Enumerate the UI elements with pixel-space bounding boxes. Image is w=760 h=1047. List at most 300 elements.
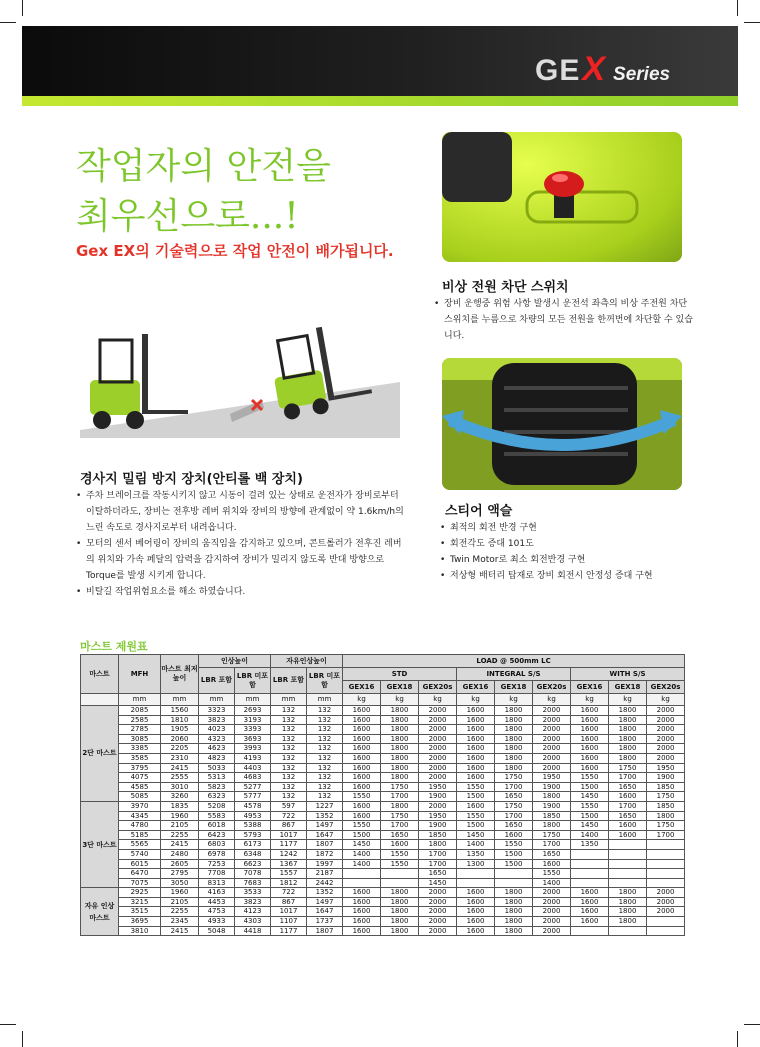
table-cell: 5185 [119, 830, 161, 840]
forklift-icon [90, 334, 188, 429]
table-cell: 1550 [457, 811, 495, 821]
table-cell: 1700 [419, 859, 457, 869]
table-cell: 1800 [381, 725, 419, 735]
table-cell: 1800 [381, 907, 419, 917]
table-cell: 2255 [161, 907, 199, 917]
table-cell: 1700 [419, 849, 457, 859]
table-cell: 4418 [235, 926, 271, 936]
mast-group-label: 2단 마스트 [81, 706, 119, 802]
col-with-ss: WITH S/S [571, 668, 685, 681]
table-cell: 1500 [495, 859, 533, 869]
table-cell: 2000 [419, 763, 457, 773]
table-cell: 4953 [235, 811, 271, 821]
bullet-item: • 최적의 회전 반경 구현 [440, 520, 700, 536]
table-cell: 1557 [271, 869, 307, 879]
table-cell: 4193 [235, 753, 271, 763]
table-cell: 1600 [571, 897, 609, 907]
table-cell: 1960 [161, 888, 199, 898]
table-cell: 5793 [235, 830, 271, 840]
table-cell: 2000 [533, 725, 571, 735]
table-cell: 1650 [609, 811, 647, 821]
table-cell: 2000 [419, 734, 457, 744]
table-cell: 1807 [307, 840, 343, 850]
bullet-item: • Twin Motor로 최소 회전반경 구현 [440, 552, 700, 568]
table-cell: 4823 [199, 753, 235, 763]
table-cell: 1900 [647, 773, 685, 783]
table-cell: 5583 [199, 811, 235, 821]
table-cell [609, 859, 647, 869]
table-cell: 4753 [199, 907, 235, 917]
table-row [81, 773, 685, 783]
table-cell [571, 926, 609, 936]
table-cell [343, 869, 381, 879]
table-cell [571, 859, 609, 869]
table-cell: 1950 [647, 763, 685, 773]
table-cell: 5048 [199, 926, 235, 936]
table-cell: 2000 [419, 897, 457, 907]
table-cell: 132 [271, 744, 307, 754]
table-cell: 2415 [161, 763, 199, 773]
table-cell: 1950 [419, 782, 457, 792]
table-row [81, 763, 685, 773]
units-cell: mm [119, 694, 161, 706]
col-load: LOAD @ 500mm LC [343, 655, 685, 668]
table-cell: 1550 [381, 859, 419, 869]
table-cell: 1800 [495, 744, 533, 754]
crop-mark [744, 22, 760, 23]
table-cell: 1800 [609, 734, 647, 744]
table-cell: 1800 [381, 734, 419, 744]
table-cell: 2085 [119, 706, 161, 716]
table-cell: 2255 [161, 830, 199, 840]
table-cell: 132 [271, 715, 307, 725]
emergency-button-icon [442, 132, 682, 262]
table-cell: 2000 [533, 753, 571, 763]
table-cell: 1700 [495, 782, 533, 792]
table-cell: 1550 [571, 773, 609, 783]
table-cell: 2000 [533, 734, 571, 744]
table-cell: 1800 [381, 926, 419, 936]
table-cell: 2000 [419, 773, 457, 783]
table-cell: 132 [271, 734, 307, 744]
table-cell: 6470 [119, 869, 161, 879]
table-cell [571, 849, 609, 859]
table-row [81, 878, 685, 888]
table-cell: 1550 [381, 849, 419, 859]
crop-mark [22, 0, 23, 16]
table-cell: 132 [271, 753, 307, 763]
table-cell: 2105 [161, 821, 199, 831]
table-cell: 1850 [647, 782, 685, 792]
table-row [81, 840, 685, 850]
table-cell: 1800 [381, 773, 419, 783]
bullet-item: • 비탈길 작업위험요소를 해소 하였습니다. [76, 584, 406, 600]
units-cell: kg [495, 694, 533, 706]
table-cell: 3970 [119, 801, 161, 811]
table-cell: 5313 [199, 773, 235, 783]
col-std: STD [343, 668, 457, 681]
table-cell: 132 [307, 792, 343, 802]
table-cell: 1560 [161, 706, 199, 716]
table-cell: 5565 [119, 840, 161, 850]
table-cell: 1107 [271, 917, 307, 927]
table-row [81, 917, 685, 927]
table-cell: 5823 [199, 782, 235, 792]
table-cell: 1950 [419, 811, 457, 821]
table-cell: 4323 [199, 734, 235, 744]
table-cell: 1872 [307, 849, 343, 859]
table-cell: 1600 [343, 763, 381, 773]
col-lift-lbr-in: LBR 포함 [199, 668, 235, 694]
table-row [81, 830, 685, 840]
table-cell: 2000 [647, 744, 685, 754]
headline [76, 142, 331, 242]
col-free-lbr-ex: LBR 미포함 [307, 668, 343, 694]
table-cell: 2000 [647, 897, 685, 907]
table-cell: 1600 [457, 744, 495, 754]
table-cell [495, 878, 533, 888]
table-cell: 2415 [161, 840, 199, 850]
table-row [81, 744, 685, 754]
table-cell: 1750 [381, 811, 419, 821]
mast-group-label: 자유 인상 마스트 [81, 888, 119, 936]
table-cell: 1810 [161, 715, 199, 725]
table-cell: 132 [307, 734, 343, 744]
table-cell: 132 [271, 706, 307, 716]
table-cell: 132 [307, 706, 343, 716]
table-cell: 1352 [307, 811, 343, 821]
table-cell: 1800 [495, 725, 533, 735]
table-cell: 2105 [161, 897, 199, 907]
table-cell: 1800 [609, 917, 647, 927]
table-cell: 2000 [419, 725, 457, 735]
table-row [81, 753, 685, 763]
table-cell: 2000 [533, 715, 571, 725]
table-cell: 1600 [571, 753, 609, 763]
table-cell: 1600 [457, 801, 495, 811]
table-cell: 1960 [161, 811, 199, 821]
table-cell: 1737 [307, 917, 343, 927]
table-cell: 1450 [571, 792, 609, 802]
table-cell [647, 840, 685, 850]
table-cell [381, 878, 419, 888]
table-cell: 1600 [457, 763, 495, 773]
table-cell: 1400 [457, 840, 495, 850]
subheadline: Gex EX의 기술력으로 작업 안전이 배가됩니다. [76, 242, 394, 260]
units-cell: kg [647, 694, 685, 706]
units-cell: kg [343, 694, 381, 706]
table-cell: 1900 [533, 782, 571, 792]
table-cell: 1800 [381, 715, 419, 725]
table-cell: 1600 [457, 715, 495, 725]
table-cell: 1600 [343, 917, 381, 927]
table-cell: 2925 [119, 888, 161, 898]
table-cell: 1600 [457, 917, 495, 927]
table-cell: 1600 [457, 753, 495, 763]
table-cell: 2000 [533, 706, 571, 716]
table-cell: 2000 [419, 926, 457, 936]
logo-x: X [582, 50, 606, 88]
table-cell: 5388 [235, 821, 271, 831]
table-cell: 2555 [161, 773, 199, 783]
table-cell: 1800 [495, 917, 533, 927]
mast-group-label: 3단 마스트 [81, 801, 119, 887]
table-cell: 6978 [199, 849, 235, 859]
table-cell: 1905 [161, 725, 199, 735]
table-cell: 4453 [199, 897, 235, 907]
crop-mark [737, 0, 738, 16]
table-cell: 5777 [235, 792, 271, 802]
table-cell: 1800 [381, 744, 419, 754]
table-cell: 1600 [343, 706, 381, 716]
table-cell: 1800 [495, 753, 533, 763]
table-cell: 7683 [235, 878, 271, 888]
table-cell: 3695 [119, 917, 161, 927]
table-cell: 1600 [457, 734, 495, 744]
table-cell: 132 [271, 792, 307, 802]
col-free-lbr-in: LBR 포함 [271, 668, 307, 694]
table-cell: 1800 [533, 821, 571, 831]
table-cell: 2187 [307, 869, 343, 879]
table-cell: 5277 [235, 782, 271, 792]
table-cell [571, 878, 609, 888]
table-cell: 1600 [343, 907, 381, 917]
table-cell: 1350 [457, 849, 495, 859]
table-cell: 1950 [533, 773, 571, 783]
headline-line1: 작업자의 안전을 [76, 146, 331, 187]
table-cell: 2000 [419, 917, 457, 927]
table-cell: 1900 [419, 792, 457, 802]
table-cell: 2000 [419, 706, 457, 716]
table-cell: 1800 [609, 715, 647, 725]
table-cell: 1997 [307, 859, 343, 869]
table-cell: 1700 [381, 821, 419, 831]
table-cell: 3010 [161, 782, 199, 792]
table-cell: 2000 [647, 753, 685, 763]
steer-axle-bullets [440, 520, 700, 584]
table-cell: 1600 [343, 753, 381, 763]
table-cell: 1367 [271, 859, 307, 869]
forklift-slope-illustration [80, 320, 400, 440]
table-cell: 1600 [343, 801, 381, 811]
col-mfh: MFH [119, 655, 161, 694]
col-gex18: GEX18 [495, 681, 533, 694]
table-cell: 132 [307, 753, 343, 763]
table-cell: 2442 [307, 878, 343, 888]
table-cell: 1550 [571, 801, 609, 811]
table-cell: 2000 [647, 888, 685, 898]
table-cell: 1600 [343, 811, 381, 821]
table-cell: 3993 [235, 744, 271, 754]
table-cell: 1450 [571, 821, 609, 831]
table-cell: 1750 [533, 830, 571, 840]
table-cell: 3533 [235, 888, 271, 898]
emergency-switch-photo [442, 132, 682, 262]
table-cell: 4163 [199, 888, 235, 898]
table-cell: 1647 [307, 830, 343, 840]
table-cell: 1600 [609, 792, 647, 802]
table-cell: 4345 [119, 811, 161, 821]
table-cell: 1750 [647, 821, 685, 831]
units-cell: kg [533, 694, 571, 706]
table-cell: 2795 [161, 869, 199, 879]
units-cell: kg [457, 694, 495, 706]
table-cell: 5740 [119, 849, 161, 859]
col-gex20s: GEX20s [419, 681, 457, 694]
crop-mark [22, 1031, 23, 1047]
table-cell: 1500 [571, 811, 609, 821]
table-cell: 1500 [343, 830, 381, 840]
table-cell: 2000 [533, 926, 571, 936]
table-cell: 1352 [307, 888, 343, 898]
table-row [81, 782, 685, 792]
units-cell: kg [381, 694, 419, 706]
table-cell: 1800 [533, 792, 571, 802]
table-cell: 1600 [381, 840, 419, 850]
table-cell: 1700 [495, 811, 533, 821]
table-cell: 1600 [457, 926, 495, 936]
table-cell: 1800 [609, 753, 647, 763]
table-cell: 1850 [533, 811, 571, 821]
bullet-item: • 모터의 센서 베어링이 장비의 움직임을 감지하고 있으며, 콘트롤러가 전후진 레버의 위치와 가속 페달의 압력을 감지하여 장비가 밀리지 않도록 반대 방향으로 Torque를 발생 시키게 합니다. [76, 536, 406, 584]
table-cell: 1600 [343, 897, 381, 907]
table-cell: 1650 [419, 869, 457, 879]
table-cell [609, 840, 647, 850]
table-row [81, 859, 685, 869]
table-cell: 4623 [199, 744, 235, 754]
table-cell: 132 [271, 763, 307, 773]
units-cell: kg [571, 694, 609, 706]
table-cell: 1812 [271, 878, 307, 888]
table-cell: 1650 [381, 830, 419, 840]
table-cell: 3515 [119, 907, 161, 917]
table-cell: 2415 [161, 926, 199, 936]
table-cell: 1600 [571, 734, 609, 744]
table-cell: 1800 [609, 725, 647, 735]
table-cell: 1600 [343, 773, 381, 783]
anti-rollback-bullets [76, 488, 406, 600]
table-cell: 1600 [457, 888, 495, 898]
table-cell: 132 [307, 725, 343, 735]
table-cell: 132 [307, 715, 343, 725]
table-cell: 1350 [571, 840, 609, 850]
table-cell: 4403 [235, 763, 271, 773]
table-cell: 1807 [307, 926, 343, 936]
crop-mark [737, 1031, 738, 1047]
table-cell: 2000 [533, 744, 571, 754]
table-cell: 1600 [571, 725, 609, 735]
table-cell: 1600 [457, 706, 495, 716]
table-cell: 1550 [533, 869, 571, 879]
table-cell: 2000 [533, 888, 571, 898]
table-cell: 4683 [235, 773, 271, 783]
table-cell: 1900 [419, 821, 457, 831]
table-cell: 2000 [419, 753, 457, 763]
table-cell: 2605 [161, 859, 199, 869]
table-cell: 3823 [199, 715, 235, 725]
table-row [81, 888, 685, 898]
steer-axle-title: 스티어 액슬 [445, 504, 513, 519]
table-cell: 1650 [495, 821, 533, 831]
table-cell: 132 [307, 744, 343, 754]
table-cell: 1800 [495, 706, 533, 716]
table-cell: 1600 [343, 782, 381, 792]
table-cell: 1227 [307, 801, 343, 811]
table-cell: 1450 [419, 878, 457, 888]
mast-spec-table-title: 마스트 제원표 [80, 640, 148, 653]
table-cell: 1600 [571, 888, 609, 898]
table-cell: 1400 [533, 878, 571, 888]
units-cell: mm [161, 694, 199, 706]
table-cell: 2310 [161, 753, 199, 763]
table-cell [647, 926, 685, 936]
table-row [81, 801, 685, 811]
mast-spec-table [80, 654, 685, 936]
table-cell: 1800 [381, 917, 419, 927]
table-cell: 1800 [495, 715, 533, 725]
table-cell: 2000 [647, 734, 685, 744]
table-cell: 2000 [533, 907, 571, 917]
table-cell: 1242 [271, 849, 307, 859]
table-cell: 1600 [571, 907, 609, 917]
table-row [81, 821, 685, 831]
crop-mark [0, 22, 16, 23]
table-cell: 722 [271, 811, 307, 821]
table-cell: 1500 [457, 792, 495, 802]
table-cell: 2000 [533, 897, 571, 907]
col-gex18: GEX18 [381, 681, 419, 694]
table-cell: 1600 [343, 734, 381, 744]
table-row [81, 926, 685, 936]
table-cell [457, 878, 495, 888]
table-cell: 722 [271, 888, 307, 898]
table-cell: 1700 [647, 830, 685, 840]
table-cell: 1017 [271, 907, 307, 917]
table-row [81, 792, 685, 802]
table-cell: 6018 [199, 821, 235, 831]
emergency-switch-bullets [434, 296, 694, 344]
col-free-lift: 자유인상높이 [271, 655, 343, 668]
table-cell: 1650 [609, 782, 647, 792]
table-cell: 1500 [495, 849, 533, 859]
table-cell: 1800 [495, 888, 533, 898]
table-cell: 1750 [381, 782, 419, 792]
table-cell: 1700 [381, 792, 419, 802]
table-row [81, 907, 685, 917]
table-cell: 1497 [307, 897, 343, 907]
table-cell: 1850 [647, 801, 685, 811]
table-cell: 132 [271, 773, 307, 783]
table-cell: 1650 [495, 792, 533, 802]
table-cell: 1800 [381, 763, 419, 773]
table-row [81, 849, 685, 859]
units-cell: kg [609, 694, 647, 706]
table-cell [647, 849, 685, 859]
table-cell: 1650 [533, 849, 571, 859]
table-cell: 1550 [343, 792, 381, 802]
table-cell: 3810 [119, 926, 161, 936]
table-cell: 4303 [235, 917, 271, 927]
table-row [81, 725, 685, 735]
table-cell: 1600 [571, 744, 609, 754]
anti-rollback-title: 경사지 밀림 방지 장치(안티롤 백 장치) [80, 472, 303, 487]
table-cell: 1800 [381, 888, 419, 898]
table-cell: 1600 [495, 830, 533, 840]
table-cell: 1800 [495, 763, 533, 773]
table-cell [495, 869, 533, 879]
logo-ge: GE [535, 54, 581, 87]
table-cell: 5033 [199, 763, 235, 773]
